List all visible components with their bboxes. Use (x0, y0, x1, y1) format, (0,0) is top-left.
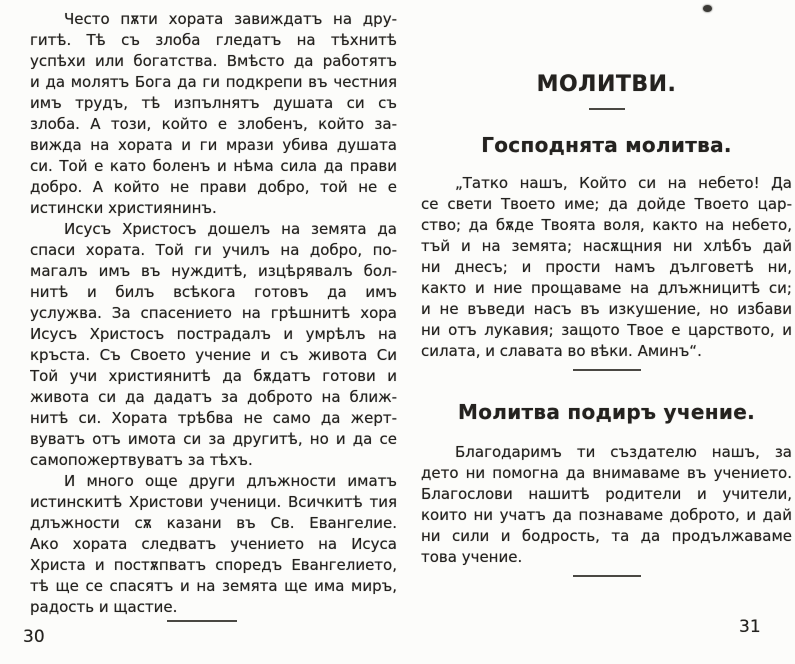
paragraph (30, 471, 397, 618)
section-divider-2 (573, 575, 641, 577)
text-line: самопожертвуватъ за тѣхъ. (30, 451, 253, 469)
text-line: които ни учатъ да познаваме доброто, и дай (421, 506, 792, 524)
text-line: „Татко нашъ, Който си на небето! Да (455, 174, 792, 192)
text-line: ни отъ лукавия; защото Твое е царството, и (421, 321, 792, 339)
section-heading-prayer-after-study: Молитва подиръ учение. (458, 400, 755, 424)
left-page-end-divider (167, 620, 237, 622)
text-line: си. Той е като боленъ и нѣма сила да прави (30, 157, 397, 175)
text-line: услужва. За спасението на грѣшнитѣ хора (30, 304, 397, 322)
text-line: живота си да дадатъ за доброто на ближ- (30, 388, 397, 406)
text-line: тъй и на земята; насѫщния ни хлѣбъ дай (421, 237, 792, 255)
title-divider (589, 108, 625, 110)
text-line: магалъ имъ въ нуждитѣ, изцѣрявалъ бол- (30, 262, 397, 280)
text-line: вуватъ отъ имота си за другитѣ, но и да се (30, 430, 397, 448)
text-line: И много още други длъжности иматъ (64, 472, 397, 490)
text-line: ни днесъ; и прости намъ дълговетѣ ни, (421, 258, 792, 276)
text-line: Ако хората следватъ учението на Исуса (30, 535, 397, 553)
text-line: това учение. (421, 548, 523, 566)
section-heading-lords-prayer: Господнята молитва. (481, 133, 732, 157)
paragraph (30, 9, 397, 219)
text-line: нитѣ си. Хората трѣбва не само да жерт- (30, 409, 397, 427)
text-line: злоба. А този, който е злобенъ, който за- (30, 115, 397, 133)
text-line: Исусъ Христосъ пострадалъ и умрѣлъ на (30, 325, 397, 343)
text-line: тѣ ще се спасятъ и на земята ще има миръ, (30, 577, 397, 595)
text-line: Христа и постѫпватъ споредъ Евангелието, (30, 556, 397, 574)
text-line: истинскитѣ Христови ученици. Всичкитѣ тия (30, 493, 397, 511)
text-line: имъ трудъ, тѣ изпълнятъ душата си съ (30, 94, 397, 112)
text-line: Често пѫти хората завиждатъ на дру- (64, 10, 397, 28)
text-line: истински християнинъ. (30, 199, 217, 217)
text-line: спаси хората. Той ги училъ на добро, по- (30, 241, 397, 259)
text-line: както и ние прощаваме на длъжницитѣ си; (421, 279, 792, 297)
lords-prayer-text (421, 173, 792, 362)
text-line: силата, и славата во вѣки. Аминъ“. (421, 342, 702, 360)
page-number-right: 31 (739, 617, 761, 637)
text-line: гитѣ. Тѣ съ злоба гледатъ на тѣхнитѣ (30, 31, 397, 49)
text-line: Благодаримъ ти създателю нашъ, за (455, 443, 792, 461)
text-line: и не въведи насъ въ изкушение, но избави (421, 300, 792, 318)
text-line: Исусъ Христосъ дошелъ на земята да (64, 220, 397, 238)
section-divider-1 (573, 369, 641, 371)
text-line: Той учи християнитѣ да бѫдатъ готови и (30, 367, 397, 385)
text-line: добро. А който не прави добро, той не е (30, 178, 397, 196)
text-line: се свети Твоето име; да дойде Твоето цар- (421, 195, 792, 213)
text-line: и да молятъ Бога да ги подкрепи въ честния (30, 73, 397, 91)
ink-spot-artifact (703, 5, 712, 12)
text-line: успѣхи или богатства. Вмѣсто да работятъ (30, 52, 397, 70)
text-line: нитѣ и билъ всѣкога готовъ да имъ (30, 283, 397, 301)
right-page (421, 64, 792, 577)
text-line: длъжности сѫ казани въ Св. Евангелие. (30, 514, 397, 532)
text-line: ство; да бѫде Твоята воля, както на небето, (421, 216, 792, 234)
page-number-left: 30 (23, 627, 45, 647)
text-line: Благослови нашитѣ родители и учители, (421, 485, 792, 503)
chapter-title: МОЛИТВИ. (536, 72, 677, 97)
text-line: ни сили и бодрость, та да продължаваме (421, 527, 792, 545)
text-line: радость и щастие. (30, 598, 178, 616)
paragraph (30, 219, 397, 471)
prayer-after-study-text (421, 442, 792, 568)
text-line: дето ни помогна да внимаваме въ учението. (421, 464, 792, 482)
text-line: кръста. Съ Своето учение и съ живота Си (30, 346, 397, 364)
left-page (30, 9, 397, 618)
text-line: вижда на хората и ги мрази убива душата (30, 136, 397, 154)
